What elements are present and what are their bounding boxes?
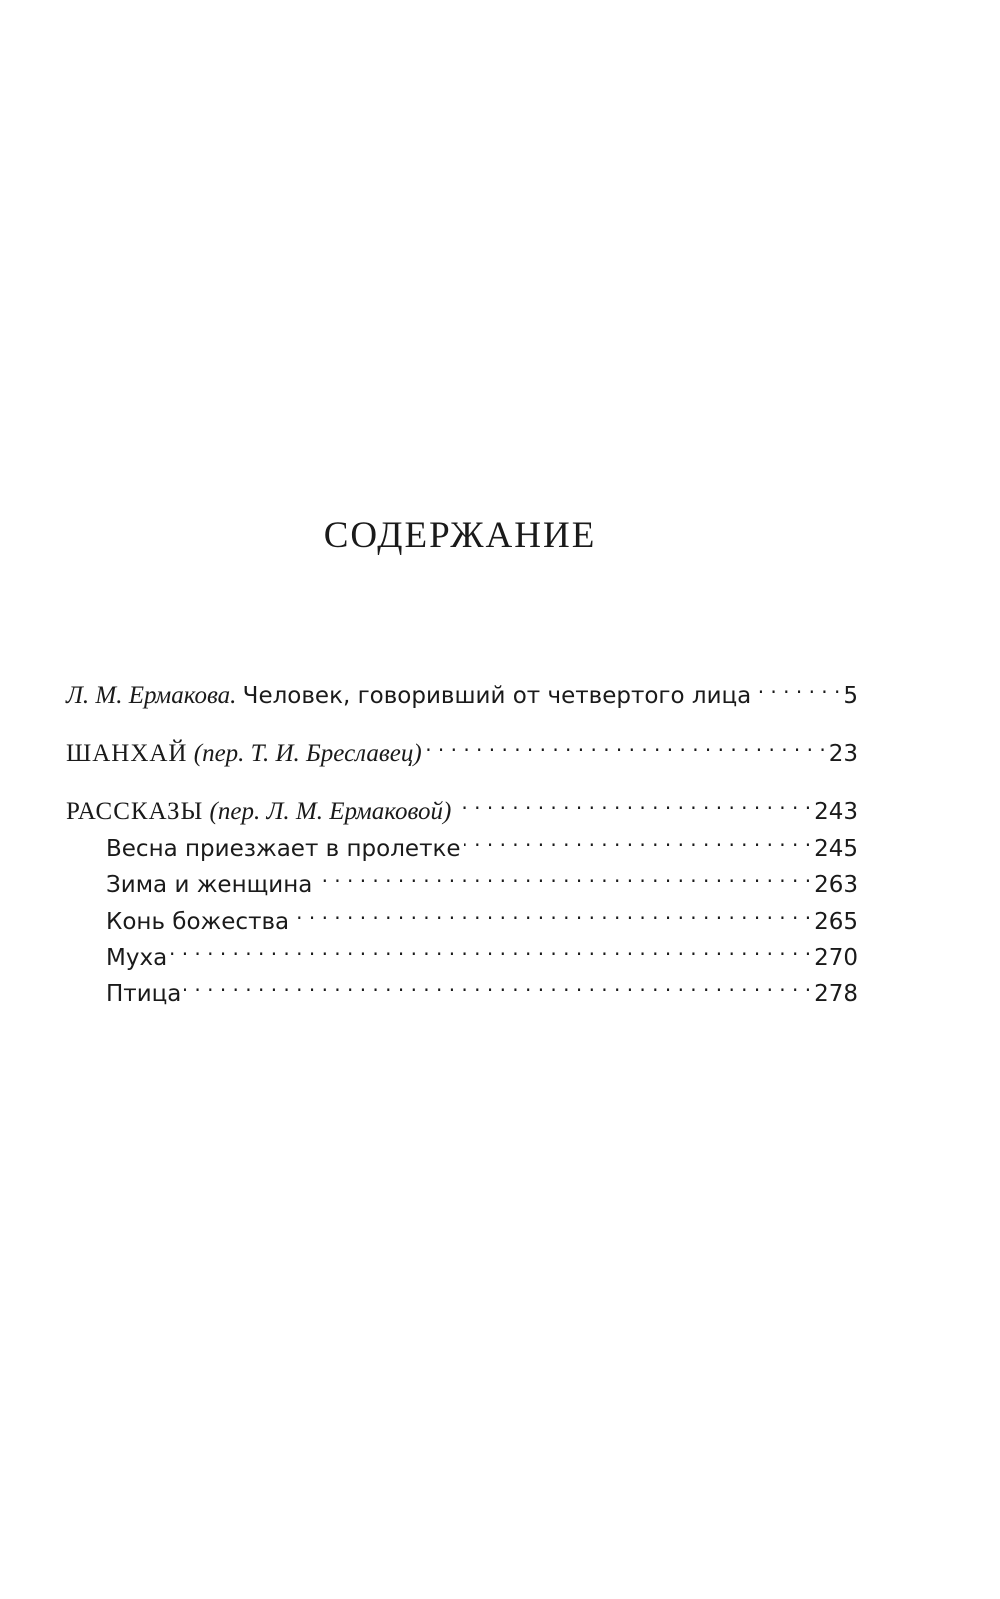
entry-page-number: 245 <box>814 836 858 862</box>
entry-page-number: 278 <box>814 981 858 1007</box>
entry-title-text: Муха <box>106 945 168 971</box>
dot-leader <box>170 931 811 965</box>
toc-entry-introduction[interactable] <box>66 669 858 709</box>
entry-page-number: 265 <box>814 909 858 935</box>
dot-leader <box>754 669 840 703</box>
entry-author: Л. М. Ермакова. <box>66 682 237 709</box>
dot-leader <box>464 822 812 856</box>
entry-page-number: 263 <box>814 872 858 898</box>
entry-title-text: Человек, говоривший от четвертого лица <box>242 683 752 709</box>
entry-title-text: Весна приезжает в пролетке <box>106 836 461 862</box>
entry-title <box>66 737 422 771</box>
toc-subentry-winter[interactable] <box>106 858 858 898</box>
toc-subentry-bird[interactable] <box>106 967 858 1007</box>
entry-title-text: Конь божества <box>106 909 290 935</box>
toc-subentry-fly[interactable] <box>106 931 858 971</box>
toc-entry-stories[interactable] <box>66 785 858 825</box>
dot-leader <box>292 895 811 929</box>
entry-page-number: 5 <box>843 683 858 709</box>
dot-leader <box>425 727 826 761</box>
entry-page-number: 23 <box>828 741 858 767</box>
toc-subentry-horse[interactable] <box>106 895 858 935</box>
entry-title <box>106 977 181 1011</box>
dot-leader <box>454 785 811 819</box>
entry-page-number: 243 <box>814 799 858 825</box>
entry-translator: (пер. Т. И. Бреславец) <box>193 740 422 767</box>
entry-title-text: РАССКАЗЫ <box>66 798 204 825</box>
dot-leader <box>315 858 811 892</box>
entry-title-text: Птица <box>106 981 182 1007</box>
dot-leader <box>184 967 811 1001</box>
entry-translator: (пер. Л. М. Ермаковой) <box>209 798 452 825</box>
toc-entry-shanghai[interactable] <box>66 727 858 767</box>
entry-title <box>66 679 751 713</box>
entry-title-text: ШАНХАЙ <box>66 740 188 767</box>
entry-title-text: Зима и женщина <box>106 872 313 898</box>
toc-subentry-spring[interactable] <box>106 822 858 862</box>
entry-page-number: 270 <box>814 945 858 971</box>
page-title: СОДЕРЖАНИЕ <box>323 515 597 556</box>
